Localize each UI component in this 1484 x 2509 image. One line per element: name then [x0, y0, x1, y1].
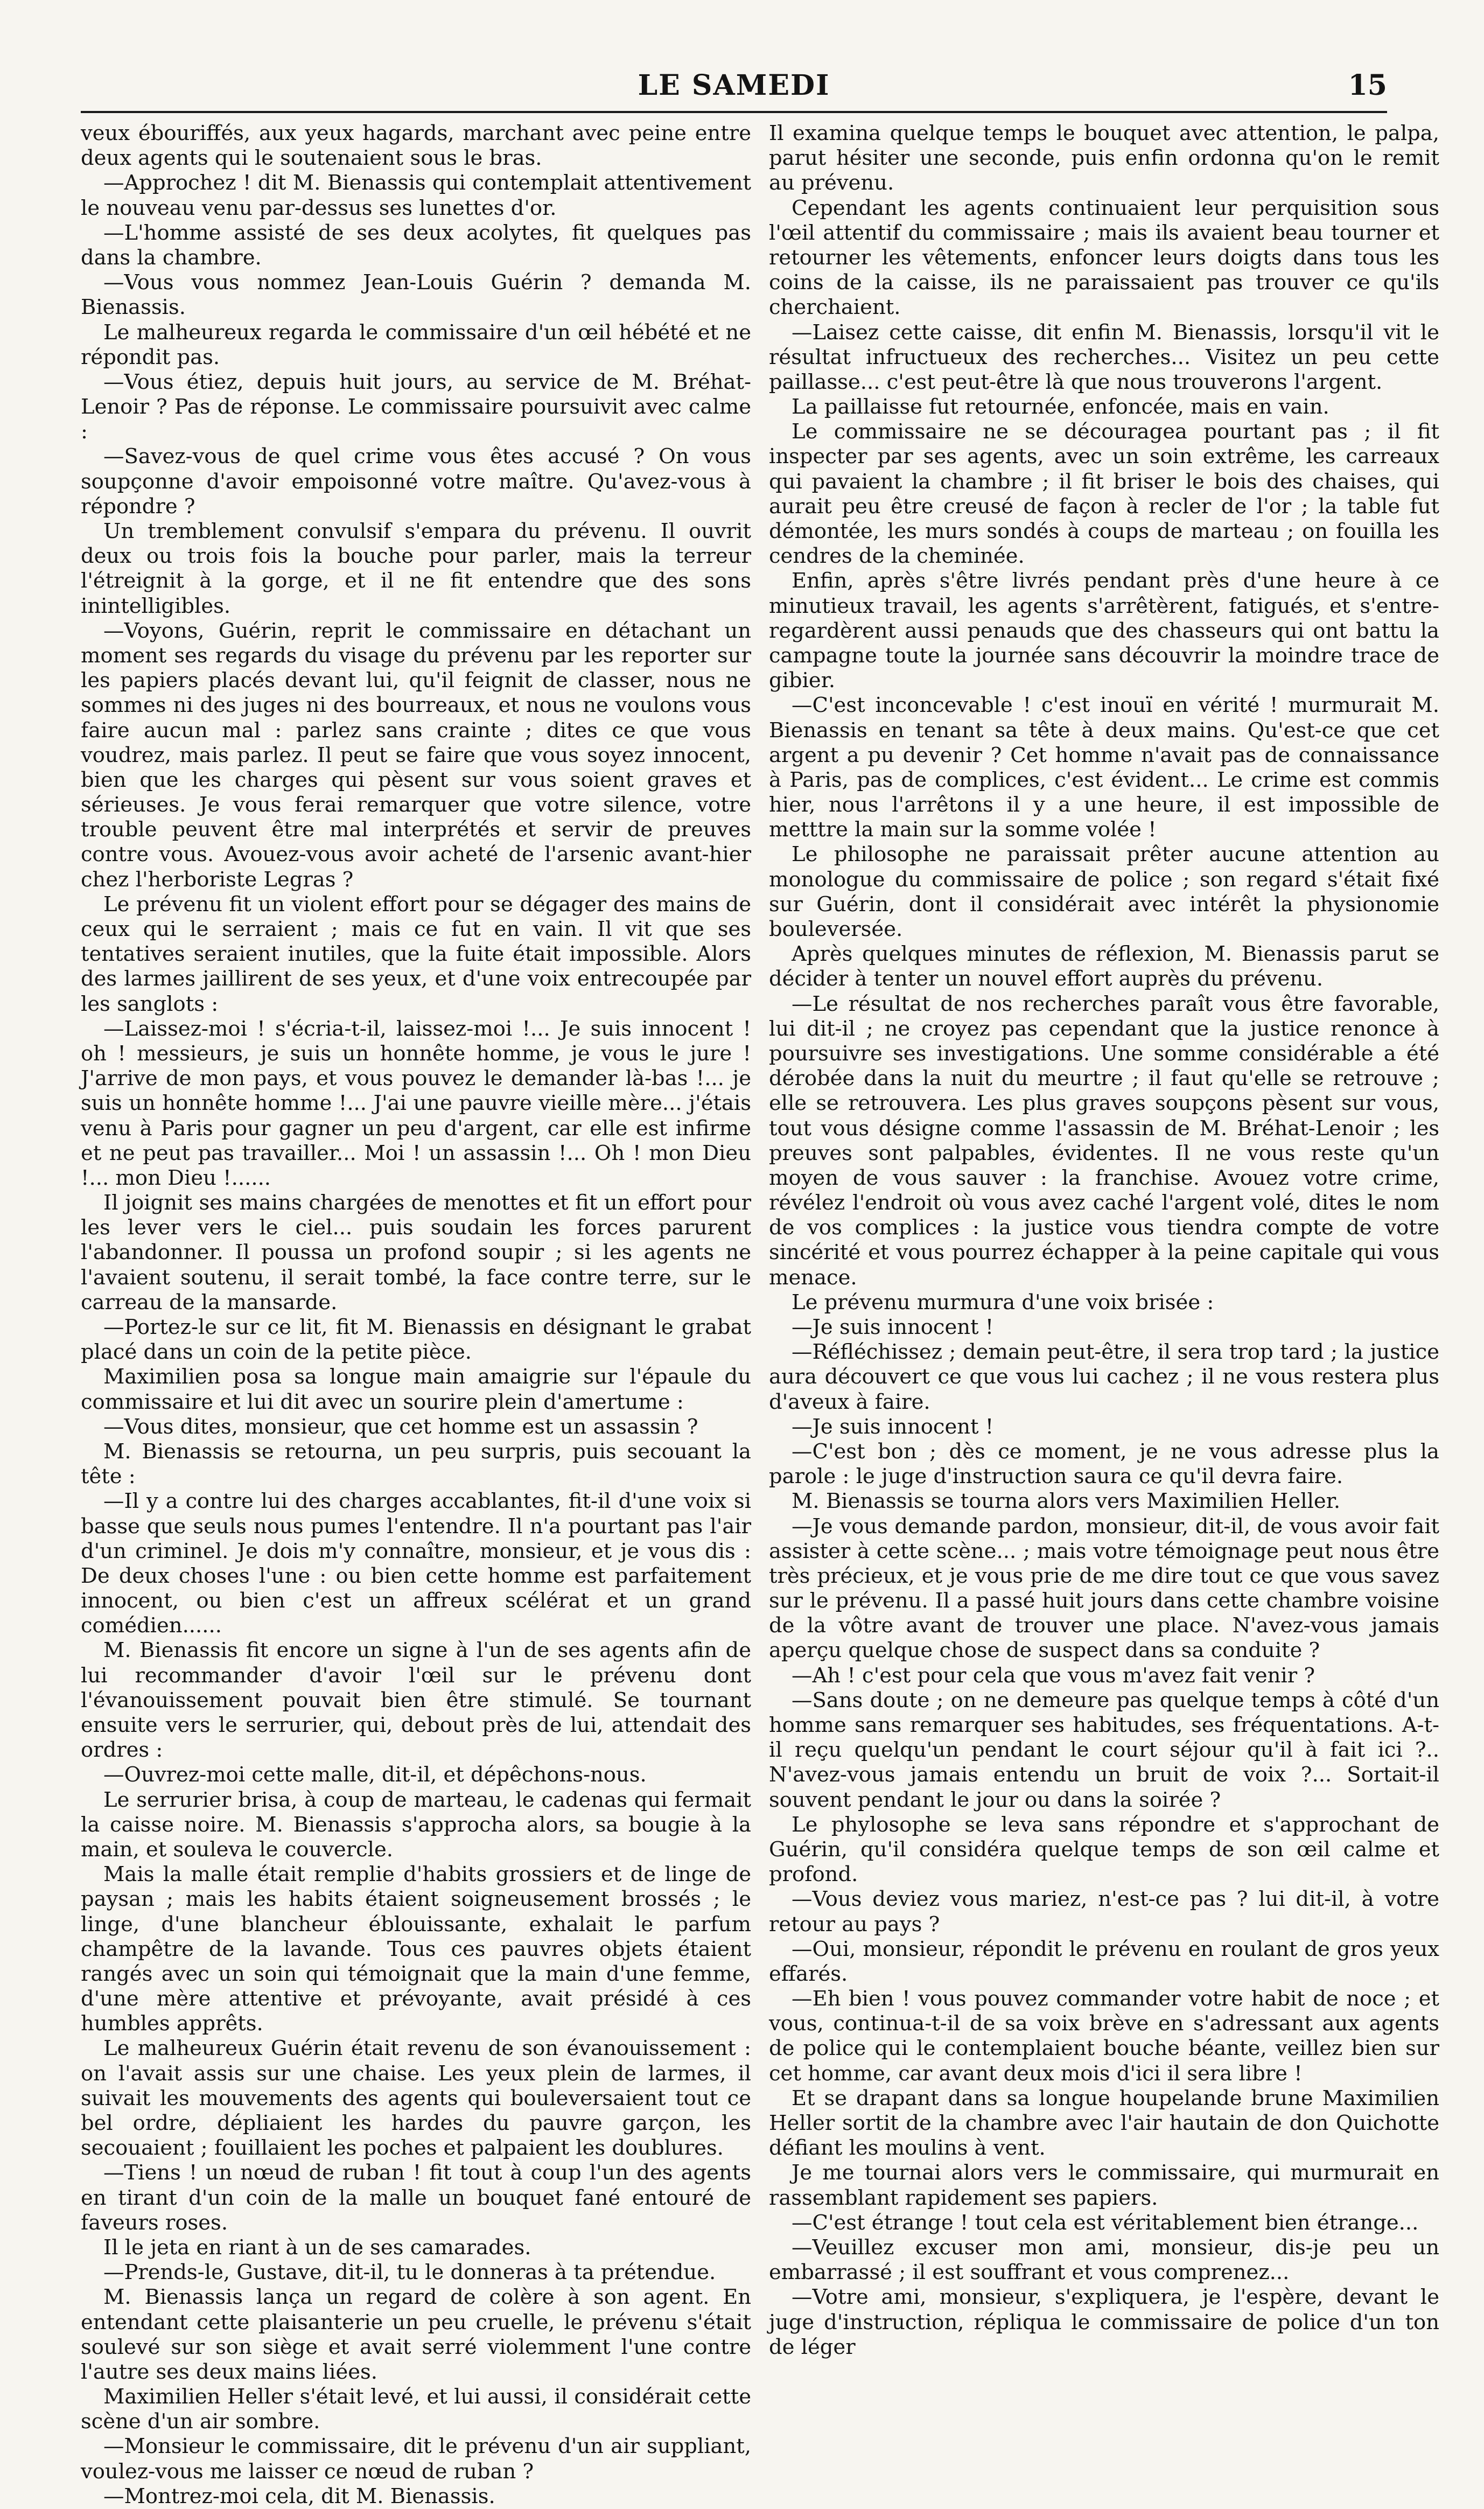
paragraph: —Vous deviez vous mariez, n'est-ce pas ? lui dit-il, à votre retour au pays ? [769, 1887, 1439, 1937]
paragraph: M. Bienassis lança un regard de colère à son agent. En entendant cette plaisanterie un peu cruelle, le prévenu s'était soulevé sur son siège et avait serré violemment l'une contre l'autre ses deux mains liées. [81, 2285, 751, 2384]
paragraph: —C'est bon ; dès ce moment, je ne vous adresse plus la parole : le juge d'instruction saura ce qu'il devra faire. [769, 1439, 1439, 1489]
paragraph: —Oui, monsieur, répondit le prévenu en roulant de gros yeux effarés. [769, 1937, 1439, 1986]
paragraph: —Ouvrez-moi cette malle, dit-il, et dépêchons-nous. [103, 1763, 647, 1787]
paragraph: —L'homme assisté de ses deux acolytes, fit quelques pas dans la chambre. [81, 220, 751, 270]
paragraph: —Vous vous nommez Jean-Louis Guérin ? demanda M. Bienassis. [81, 270, 751, 320]
paragraph: Le philosophe ne paraissait prêter aucune attention au monologue du commissaire de police ; son regard s'était fixé sur Guérin, dont il considérait avec intérêt la physionomie bouleversée. [769, 842, 1439, 941]
paragraph: —Approchez ! dit M. Bienassis qui contemplait attentivement le nouveau venu par-dessus ses lunettes d'or. [81, 171, 751, 220]
paragraph: —Montrez-moi cela, dit M. Bienassis. [103, 2484, 495, 2508]
paragraph: —Tiens ! un nœud de ruban ! fit tout à coup l'un des agents en tirant d'un coin de la malle un bouquet fané entouré de faveurs roses. [81, 2161, 751, 2235]
paragraph: —Laisez cette caisse, dit enfin M. Bienassis, lorsqu'il vit le résultat infructueux des recherches... Visitez un peu cette paillasse... c'est peut-être là que nous trouverons l'argent. [769, 320, 1439, 394]
paragraph: —Réfléchissez ; demain peut-être, il sera trop tard ; la justice aura découvert ce que vous lui cachez ; il ne vous restera plus d'aveux à faire. [769, 1340, 1439, 1414]
paragraph: Le serrurier brisa, à coup de marteau, le cadenas qui fermait la caisse noire. M. Bienassis s'approcha alors, sa bougie à la main, et souleva le couvercle. [81, 1787, 751, 1862]
paragraph: M. Bienassis fit encore un signe à l'un de ses agents afin de lui recommander d'avoir l'œil sur le prévenu dont l'évanouissement pouvait bien être stimulé. Se tournant ensuite vers le serrurier, qui, debout près de lui, attendait des ordres : [81, 1638, 751, 1763]
paragraph: M. Bienassis se tourna alors vers Maximilien Heller. [792, 1489, 1341, 1514]
paragraph: Le malheureux regarda le commissaire d'un œil hébété et ne répondit pas. [81, 320, 751, 369]
paragraph: Maximilien posa sa longue main amaigrie sur l'épaule du commissaire et lui dit avec un sourire plein d'amertume : [81, 1365, 751, 1414]
header-rule [81, 111, 1387, 113]
paragraph: Le malheureux Guérin était revenu de son évanouissement : on l'avait assis sur une chaise. Les yeux plein de larmes, il suivait les mouvements des agents qui bouleversaient tout ce bel ordre, dépliaient les hardes du pauvre garçon, les secouaient ; fouillaient les poches et palpaient les doublures. [81, 2036, 751, 2161]
text-column-right [769, 121, 1439, 2359]
paragraph: —Votre ami, monsieur, s'expliquera, je l'espère, devant le juge d'instruction, répliqua le commissaire de police d'un ton de léger [769, 2285, 1439, 2359]
paragraph: —C'est étrange ! tout cela est véritablement bien étrange... [792, 2210, 1419, 2235]
page-number: 15 [1348, 69, 1387, 102]
paragraph: Il le jeta en riant à un de ses camarades. [103, 2235, 531, 2260]
paragraph: —Le résultat de nos recherches paraît vous être favorable, lui dit-il ; ne croyez pas cependant que la justice renonce à poursuivre ses investigations. Une somme considérable a été dérobée dans la nuit du meurtre ; il faut qu'elle se retrouve ; elle se retrouvera. Les plus graves soupçons pèsent sur vous, tout vous désigne comme l'assassin de M. Bréhat-Lenoir ; les preuves sont palpables, évidentes. Il ne vous reste qu'un moyen de vous sauver : la franchise. Avouez votre crime, révélez l'endroit où vous avez caché l'argent volé, dites le nom de vos complices : la justice vous tiendra compte de votre sincérité et vous pourrez échapper à la peine capitale qui vous menace. [769, 991, 1439, 1290]
paragraph: Et se drapant dans sa longue houpelande brune Maximilien Heller sortit de la chambre avec l'air hautain de don Quichotte défiant les moulins à vent. [769, 2086, 1439, 2161]
publication-title: LE SAMEDI [638, 69, 830, 102]
paragraph: Il examina quelque temps le bouquet avec attention, le palpa, parut hésiter une seconde, puis enfin ordonna qu'on le remit au prévenu. [769, 121, 1439, 195]
paragraph: Maximilien Heller s'était levé, et lui aussi, il considérait cette scène d'un air sombre. [81, 2385, 751, 2434]
paragraph: Mais la malle était remplie d'habits grossiers et de linge de paysan ; mais les habits étaient soigneusement brossés ; le linge, d'une blancheur éblouissante, exhalait le parfum champêtre de la lavande. Tous ces pauvres objets étaient rangés avec un soin qui témoignait que la main d'une femme, d'une mère attentive et prévoyante, avait présidé à ces humbles apprêts. [81, 1862, 751, 2036]
paragraph: —Je suis innocent ! [792, 1414, 994, 1439]
paragraph: Un tremblement convulsif s'empara du prévenu. Il ouvrit deux ou trois fois la bouche pour parler, mais la terreur l'étreignit à la gorge, et il ne fit entendre que des sons inintelligibles. [81, 519, 751, 618]
paragraph: —Prends-le, Gustave, dit-il, tu le donneras à ta prétendue. [103, 2260, 716, 2285]
paragraph: Le phylosophe se leva sans répondre et s'approchant de Guérin, qu'il considéra quelque temps de son œil calme et profond. [769, 1812, 1439, 1887]
paragraph: Il joignit ses mains chargées de menottes et fit un effort pour les lever vers le ciel... puis soudain les forces parurent l'abandonner. Il poussa un profond soupir ; si les agents ne l'avaient soutenu, il serait tombé, la face contre terre, sur le carreau de la mansarde. [81, 1191, 751, 1315]
paragraph: —Eh bien ! vous pouvez commander votre habit de noce ; et vous, continua-t-il de sa voix brève en s'adressant aux agents de police qui le contemplaient bouche béante, veillez bien sur cet homme, car avant deux mois d'ici il sera libre ! [769, 1987, 1439, 2086]
paragraph: —Sans doute ; on ne demeure pas quelque temps à côté d'un homme sans remarquer ses habitudes, ses fréquentations. A-t-il reçu quelqu'un pendant le court séjour qu'il à fait ici ?.. N'avez-vous jamais entendu un bruit de voix ?... Sortait-il souvent pendant le jour ou dans la soirée ? [769, 1688, 1439, 1812]
paragraph: Cependant les agents continuaient leur perquisition sous l'œil attentif du commissaire ; mais ils avaient beau tourner et retourner les vêtements, enfoncer leurs doigts dans tous les coins de la caisse, ils ne paraissaient pas trouver ce qu'ils cherchaient. [769, 195, 1439, 320]
paragraph: veux ébouriffés, aux yeux hagards, marchant avec peine entre deux agents qui le soutenaient sous le bras. [81, 121, 751, 171]
paragraph: —Vous dites, monsieur, que cet homme est un assassin ? [103, 1414, 698, 1439]
paragraph: Enfin, après s'être livrés pendant près d'une heure à ce minutieux travail, les agents s'arrêtèrent, fatigués, et s'entre-regardèrent aussi penauds que des chasseurs qui ont battu la campagne toute la journée sans découvrir la moindre trace de gibier. [769, 569, 1439, 693]
paragraph: —Veuillez excuser mon ami, monsieur, dis-je peu un embarrassé ; il est souffrant et vous comprenez... [769, 2235, 1439, 2285]
paragraph: Le prévenu fit un violent effort pour se dégager des mains de ceux qui le serraient ; mais ce fut en vain. Il vit que ses tentatives seraient inutiles, que la fuite était impossible. Alors des larmes jaillirent de ses yeux, et d'une voix entrecoupée par les sanglots : [81, 892, 751, 1016]
page-header [81, 64, 1387, 112]
paragraph: La paillaisse fut retournée, enfoncée, mais en vain. [792, 395, 1329, 420]
paragraph: —C'est inconcevable ! c'est inouï en vérité ! murmurait M. Bienassis en tenant sa tête à deux mains. Qu'est-ce que cet argent a pu devenir ? Cet homme n'avait pas de connaissance à Paris, pas de complices, c'est évident... Le crime est commis hier, nous l'arrêtons il y a une heure, il est impossible de metttre la main sur la somme volée ! [769, 693, 1439, 842]
paragraph: Après quelques minutes de réflexion, M. Bienassis parut se décider à tenter un nouvel effort auprès du prévenu. [769, 942, 1439, 991]
paragraph: —Je vous demande pardon, monsieur, dit-il, de vous avoir fait assister à cette scène... ; mais votre témoignage peut nous être très précieux, et je vous prie de me dire tout ce que vous savez sur le prévenu. Il a passé huit jours dans cette chambre voisine de la vôtre avant de trouver une place. N'avez-vous jamais aperçu quelque chose de suspect dans sa conduite ? [769, 1514, 1439, 1663]
paragraph: Le commissaire ne se découragea pourtant pas ; il fit inspecter par ses agents, avec un soin extrême, les carreaux qui pavaient la chambre ; il fit briser le bois des chaises, qui aurait peu être creusé de façon à recler de l'or ; la table fut démontée, les murs sondés à coups de marteau ; on fouilla les cendres de la cheminée. [769, 420, 1439, 569]
paragraph: —Savez-vous de quel crime vous êtes accusé ? On vous soupçonne d'avoir empoisonné votre maître. Qu'avez-vous à répondre ? [81, 444, 751, 519]
paragraph: —Vous étiez, depuis huit jours, au service de M. Bréhat-Lenoir ? Pas de réponse. Le commissaire poursuivit avec calme : [81, 369, 751, 444]
paragraph: —Voyons, Guérin, reprit le commissaire en détachant un moment ses regards du visage du prévenu par les reporter sur les papiers placés devant lui, qu'il feignit de classer, nous ne sommes ni des juges ni des bourreaux, et nous ne voulons vous faire aucun mal : parlez sans crainte ; dites ce que vous voudrez, mais parlez. Il peut se faire que vous soyez innocent, bien que les charges qui pèsent sur vous soient graves et sérieuses. Je vous ferai remarquer que votre silence, votre trouble peuvent être mal interprétés et servir de preuves contre vous. Avouez-vous avoir acheté de l'arsenic avant-hier chez l'herboriste Legras ? [81, 618, 751, 892]
paragraph: Je me tournai alors vers le commissaire, qui murmurait en rassemblant rapidement ses papiers. [769, 2161, 1439, 2210]
paragraph: —Laissez-moi ! s'écria-t-il, laissez-moi !... Je suis innocent ! oh ! messieurs, je suis un honnête homme, je vous le jure ! J'arrive de mon pays, et vous pouvez le demander là-bas !... je suis un honnête homme !... J'ai une pauvre vieille mère... j'étais venu à Paris pour gagner un peu d'argent, car elle est infirme et ne peut pas travailler... Moi ! un assassin !... Oh ! mon Dieu !... mon Dieu !...... [81, 1016, 751, 1190]
paragraph: Le prévenu murmura d'une voix brisée : [792, 1290, 1214, 1315]
paragraph: —Monsieur le commissaire, dit le prévenu d'un air suppliant, voulez-vous me laisser ce nœud de ruban ? [81, 2434, 751, 2484]
paragraph: —Ah ! c'est pour cela que vous m'avez fait venir ? [792, 1663, 1315, 1688]
paragraph: —Il y a contre lui des charges accablantes, fit-il d'une voix si basse que seuls nous pumes l'entendre. Il n'a pourtant pas l'air d'un criminel. Je dois m'y connaître, monsieur, et je vous dis : De deux choses l'une : ou bien cette homme est parfaitement innocent, ou bien c'est un affreux scélérat et un grand comédien...... [81, 1489, 751, 1638]
paragraph: —Je suis innocent ! [792, 1315, 994, 1339]
paragraph: —Portez-le sur ce lit, fit M. Bienassis en désignant le grabat placé dans un coin de la petite pièce. [81, 1315, 751, 1365]
paragraph: M. Bienassis se retourna, un peu surpris, puis secouant la tête : [81, 1439, 751, 1489]
text-column-left [81, 121, 751, 2508]
